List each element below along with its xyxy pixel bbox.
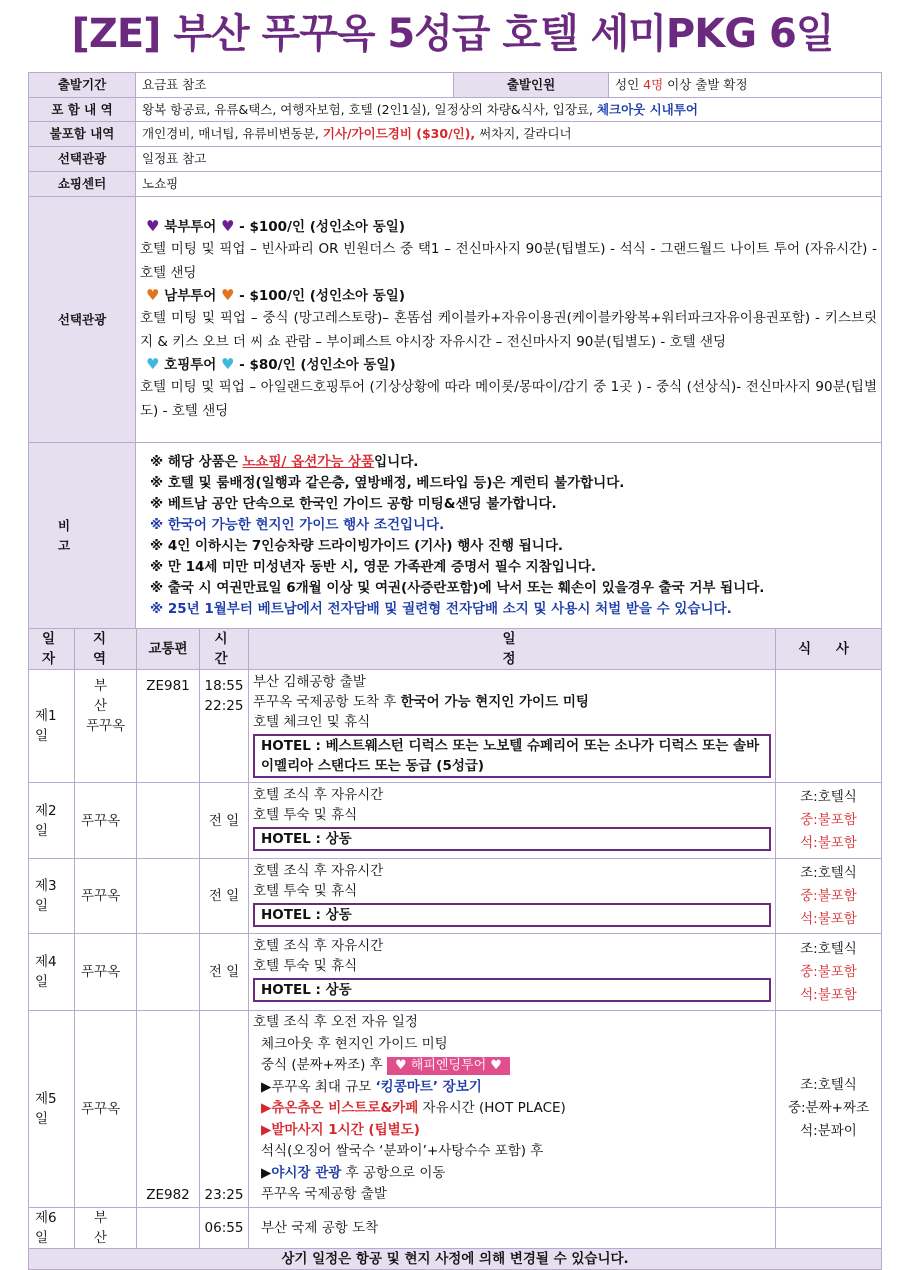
heart-icon: ♥ — [146, 355, 160, 373]
day-row-3 — [29, 859, 882, 934]
hotel-box: HOTEL : 상동 — [253, 978, 771, 1002]
period-value: 요금표 참조 — [136, 73, 454, 98]
exclude-guide-fee: 기사/가이드경비 ($30/인), — [322, 126, 476, 141]
meals: 조:호텔식 중:분짜+짜조 석:분꽈이 — [776, 1011, 882, 1208]
optional-value: 일정표 참고 — [136, 147, 882, 172]
time: 전 일 — [200, 859, 249, 934]
flight — [137, 934, 200, 1011]
footer-row — [29, 1248, 882, 1269]
optional-tours-label: 선택관광 — [29, 197, 136, 443]
day-label: 제5일 — [29, 1011, 75, 1208]
row-shopping — [29, 172, 882, 197]
remark-2: ※ 호텔 및 룸배정(일행과 같은층, 옆방배정, 베드타입 등)은 게런티 불가합니다. — [150, 474, 625, 491]
day-label: 제4일 — [29, 934, 75, 1011]
flight: ZE982 — [137, 1011, 200, 1208]
include-label: 포 함 내 역 — [29, 98, 136, 122]
exclude-label: 불포함 내역 — [29, 122, 136, 147]
meals: 조:호텔식 중:불포함 석:불포함 — [776, 859, 882, 934]
flight — [137, 783, 200, 859]
remark-4: ※ 한국어 가능한 현지인 가이드 행사 조건입니다. — [150, 516, 445, 533]
region: 푸꾸옥 — [75, 783, 137, 859]
optional-tours — [136, 197, 882, 443]
itinerary: 부산 김해공항 출발 푸꾸옥 국제공항 도착 후 한국어 가능 현지인 가이드 미팅 호텔 체크인 및 휴식 HOTEL : 베스트웨스턴 디럭스 또는 노보텔 슈페리어 또는 소나가 디럭스 또는 솔바이멜리아 스탠다드 또는 동급 (5성급) — [249, 670, 776, 783]
hotel-box: HOTEL : 상동 — [253, 903, 771, 927]
time: 전 일 — [200, 934, 249, 1011]
tour-north-title: ♥ 북부투어 ♥ - $100/인 (성인소아 동일) — [146, 217, 406, 235]
remark-6: ※ 만 14세 미만 미성년자 동반 시, 영문 가족관계 증명서 필수 지참입니다. — [150, 558, 596, 575]
row-include — [29, 98, 882, 122]
happy-ending-tour-badge: ♥ 해피엔딩투어 ♥ — [387, 1057, 510, 1075]
people-count: 4명 — [643, 77, 664, 92]
heart-icon: ♥ — [146, 286, 160, 304]
header-itinerary: 일 정 — [249, 629, 776, 670]
header-time: 시간 — [200, 629, 249, 670]
schedule-table — [28, 628, 882, 1270]
footer-note: 상기 일정은 항공 및 현지 사정에 의해 변경될 수 있습니다. — [29, 1248, 882, 1269]
day-label: 제6일 — [29, 1207, 75, 1248]
day-label: 제1일 — [29, 670, 75, 783]
page-title: [ZE] 부산 푸꾸옥 5성급 호텔 세미PKG 6일 — [71, 11, 834, 57]
remarks — [136, 443, 882, 629]
row-optional-tours — [29, 197, 882, 443]
row-optional — [29, 147, 882, 172]
flight — [137, 859, 200, 934]
time: 18:55 22:25 — [200, 670, 249, 783]
shopping-value: 노쇼핑 — [136, 172, 882, 197]
tour-south-title: ♥ 남부투어 ♥ - $100/인 (성인소아 동일) — [146, 286, 406, 304]
meals: 조:호텔식 중:불포함 석:불포함 — [776, 934, 882, 1011]
tour-hopping-title: ♥ 호핑투어 ♥ - $80/인 (성인소아 동일) — [146, 355, 396, 373]
optional-label: 선택관광 — [29, 147, 136, 172]
itinerary: 호텔 조식 후 자유시간 호텔 투숙 및 휴식 HOTEL : 상동 — [249, 934, 776, 1011]
row-remarks — [29, 443, 882, 629]
time: 23:25 — [200, 1011, 249, 1208]
itinerary: 호텔 조식 후 오전 자유 일정 체크아웃 후 현지인 가이드 미팅 중식 (분짜+짜조) 후 ♥ 해피엔딩투어 ♥ ▶푸꾸옥 최대 규모 ‘킹콩마트’ 장보기 ▶츄온츄온 비스트로&카페 자유시간 (HOT PLACE) ▶발마사지 1시간 (팁별도) 석식(오징어 쌀국수 ‘분꽈이’+사탕수수 포함) 후 ▶야시장 관광 후 공항으로 이동 푸꾸옥 국제공항 출발 — [249, 1011, 776, 1208]
day-row-6 — [29, 1207, 882, 1248]
region: 푸꾸옥 — [75, 934, 137, 1011]
remark-3: ※ 베트남 공안 단속으로 한국인 가이드 공항 미팅&샌딩 불가합니다. — [150, 495, 557, 512]
shopping-label: 쇼핑센터 — [29, 172, 136, 197]
flight: ZE981 — [137, 670, 200, 783]
row-period — [29, 73, 882, 98]
heart-icon: ♥ — [146, 217, 160, 235]
remark-7: ※ 출국 시 여권만료일 6개월 이상 및 여권(사증란포함)에 낙서 또는 훼손이 있을경우 출국 거부 됩니다. — [150, 579, 765, 596]
tour-hopping-desc: 호텔 미팅 및 픽업 – 아일랜드호핑투어 (기상상황에 따라 메이롯/몽따이/감기 중 1곳 ) - 중식 (선상식)- 전신마사지 90분(팁별도) - 호텔 샌딩 — [140, 379, 877, 419]
meals — [776, 670, 882, 783]
itinerary: 호텔 조식 후 자유시간 호텔 투숙 및 휴식 HOTEL : 상동 — [249, 783, 776, 859]
day-label: 제2일 — [29, 783, 75, 859]
hotel-box: HOTEL : 베스트웨스턴 디럭스 또는 노보텔 슈페리어 또는 소나가 디럭스 또는 솔바이멜리아 스탠다드 또는 동급 (5성급) — [253, 734, 771, 778]
day-label: 제3일 — [29, 859, 75, 934]
region: 푸꾸옥 — [75, 1011, 137, 1208]
schedule-header — [29, 629, 882, 670]
remark-5: ※ 4인 이하시는 7인승차량 드라이빙가이드 (기사) 행사 진행 됩니다. — [150, 537, 564, 554]
meals — [776, 1207, 882, 1248]
header-region: 지역 — [75, 629, 137, 670]
info-table — [28, 72, 882, 629]
include-highlight: 체크아웃 시내투어 — [596, 101, 698, 117]
remark-1: ※ 해당 상품은 노쇼핑/ 옵션가능 상품입니다. — [150, 453, 419, 470]
period-label: 출발기간 — [29, 73, 136, 98]
heart-icon: ♥ — [221, 217, 235, 235]
heart-icon: ♥ — [221, 355, 235, 373]
header-meals: 식 사 — [776, 629, 882, 670]
exclude-value: 개인경비, 매너팁, 유류비변동분, 기사/가이드경비 ($30/인), 써차지, 갈라디너 — [136, 122, 882, 147]
itinerary: 호텔 조식 후 자유시간 호텔 투숙 및 휴식 HOTEL : 상동 — [249, 859, 776, 934]
flight — [137, 1207, 200, 1248]
tour-north-desc: 호텔 미팅 및 픽업 – 빈사파리 OR 빈원더스 중 택1 – 전신마사지 90분(팁별도) - 석식 - 그랜드월드 나이트 투어 (자유시간) - 호텔 샌딩 — [140, 241, 877, 281]
row-exclude — [29, 122, 882, 147]
people-label: 출발인원 — [454, 73, 609, 98]
meals: 조:호텔식 중:불포함 석:불포함 — [776, 783, 882, 859]
hotel-box: HOTEL : 상동 — [253, 827, 771, 851]
remarks-label: 비 고 — [29, 443, 136, 629]
day-row-4 — [29, 934, 882, 1011]
itinerary: 부산 국제 공항 도착 — [249, 1207, 776, 1248]
day-row-1 — [29, 670, 882, 783]
people-value: 성인 4명 이상 출발 확정 — [609, 73, 882, 98]
remark-1-highlight: 노쇼핑/ 옵션가능 상품 — [242, 453, 375, 470]
region: 푸꾸옥 — [75, 859, 137, 934]
header-day: 일자 — [29, 629, 75, 670]
remark-8: ※ 25년 1월부터 베트남에서 전자담배 및 궐련형 전자담배 소지 및 사용시 처벌 받을 수 있습니다. — [150, 600, 732, 617]
time: 전 일 — [200, 783, 249, 859]
time: 06:55 — [200, 1207, 249, 1248]
header-transport: 교통편 — [137, 629, 200, 670]
region: 부 산 — [75, 1207, 137, 1248]
day-row-2 — [29, 783, 882, 859]
include-value: 왕복 항공료, 유류&택스, 여행자보험, 호텔 (2인1실), 일정상의 차량&식사, 입장료, 체크아웃 시내투어 — [136, 98, 882, 122]
tour-south-desc: 호텔 미팅 및 픽업 – 중식 (망고레스토랑)– 혼똠섬 케이블카+자유이용권(케이블카왕복+워터파크자유이용권포함) - 키스브릿지 & 키스 오브 더 씨 쇼 관람 – 부이페스트 야시장 자유시간 – 전신마사지 90분(팁별도) - 호텔 샌딩 — [140, 310, 877, 350]
region: 부 산 푸꾸옥 — [75, 670, 137, 783]
heart-icon: ♥ — [221, 286, 235, 304]
day-row-5 — [29, 1011, 882, 1208]
